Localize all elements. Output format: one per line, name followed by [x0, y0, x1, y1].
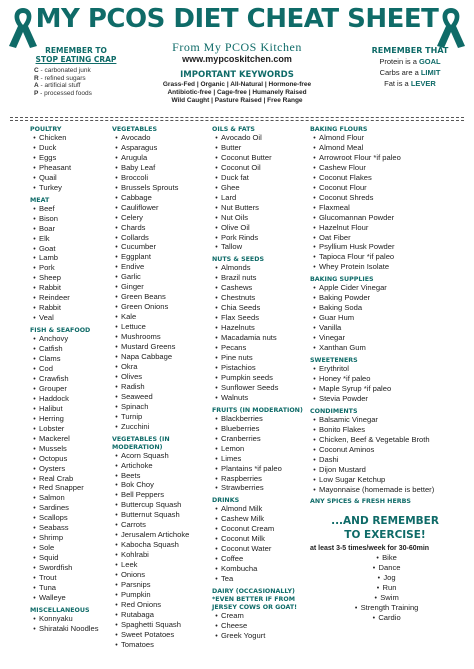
list-item: • Hazelnut Flour [310, 224, 460, 234]
list-item: • Walleye [30, 594, 110, 604]
keywords-line: Antibiotic-free | Cage-free | Humanely Raised [167, 89, 307, 96]
list-item: • Garlic [112, 273, 212, 283]
list-item: • Onions [112, 571, 212, 581]
header [0, 0, 474, 112]
list-item: • Bell Peppers [112, 491, 212, 501]
food-list [30, 205, 110, 324]
list-item: • Coconut Milk [212, 535, 308, 545]
list-item: • Lobster [30, 425, 110, 435]
list-item: • Greek Yogurt [212, 632, 308, 642]
food-list [212, 134, 308, 253]
list-item: • Arugula [112, 154, 212, 164]
list-item: • Nut Butters [212, 204, 308, 214]
exercise-heading: ...AND REMEMBER [331, 515, 439, 528]
list-item: • Almonds [212, 264, 308, 274]
exercise-reminder [310, 514, 460, 624]
list-item: • Avocado [112, 134, 212, 144]
food-list [30, 615, 110, 635]
crap-list [34, 67, 136, 97]
list-item: • Catfish [30, 345, 110, 355]
list-item: • Spaghetti Squash [112, 621, 212, 631]
list-item: • Goat [30, 245, 110, 255]
list-item: • Swordfish [30, 564, 110, 574]
list-item: • Stevia Powder [310, 395, 460, 405]
list-item: • Okra [112, 363, 212, 373]
list-item: • Cheese [212, 622, 308, 632]
list-item: • Butter [212, 144, 308, 154]
list-item: • Tapioca Flour *if paleo [310, 253, 460, 263]
food-list [30, 335, 110, 604]
divider [10, 117, 464, 118]
subtitle: From My PCOS Kitchen [172, 40, 302, 54]
list-item: • Low Sugar Ketchup [310, 476, 460, 486]
list-item: • Green Onions [112, 303, 212, 313]
list-item: • Parsnips [112, 581, 212, 591]
list-item: • Cauliflower [112, 204, 212, 214]
list-item: • Plantains *if paleo [212, 465, 308, 475]
list-item: • Ginger [112, 283, 212, 293]
list-item: • Coconut Water [212, 545, 308, 555]
list-item: • Kale [112, 313, 212, 323]
list-item: • Veal [30, 314, 110, 324]
list-item: • Balsamic Vinegar [310, 416, 460, 426]
list-item: • Bonito Flakes [310, 426, 460, 436]
list-item: • Beef [30, 205, 110, 215]
list-item: • Baking Powder [310, 294, 460, 304]
list-item: • Run [310, 584, 460, 594]
food-list [310, 365, 460, 405]
list-item: • Avocado Oil [212, 134, 308, 144]
food-list [112, 134, 212, 433]
list-item: • Bison [30, 215, 110, 225]
list-item: • Cashew Flour [310, 164, 460, 174]
food-column-4 [310, 126, 460, 624]
list-item: • Crawfish [30, 375, 110, 385]
list-item: • Haddock [30, 395, 110, 405]
list-item: • Jerusalem Artichoke [112, 531, 212, 541]
list-item: • Cream [212, 612, 308, 622]
section-heading: MISCELLANEOUS [30, 606, 90, 614]
crap-item: P - processed foods [34, 89, 92, 97]
list-item: • Kombucha [212, 565, 308, 575]
list-item: • Pork Rinds [212, 234, 308, 244]
list-item: • Real Crab [30, 475, 110, 485]
food-column-1 [30, 126, 110, 635]
list-item: • Endive [112, 263, 212, 273]
list-item: • Napa Cabbage [112, 353, 212, 363]
list-item: • Chia Seeds [212, 304, 308, 314]
list-item: • Macadamia nuts [212, 334, 308, 344]
list-item: • Pheasant [30, 164, 110, 174]
list-item: • Tuna [30, 584, 110, 594]
section-heading: VEGETABLES [112, 126, 157, 133]
list-item: • Dijon Mustard [310, 466, 460, 476]
list-item: • Sole [30, 544, 110, 554]
list-item: • Acorn Squash [112, 452, 212, 462]
remember-line: Fat is a LEVER [384, 79, 436, 88]
list-item: • Rabbit [30, 304, 110, 314]
list-item: • Sunflower Seeds [212, 384, 308, 394]
list-item: • Asparagus [112, 144, 212, 154]
list-item: • Baby Leaf [112, 164, 212, 174]
list-item: • Artichoke [112, 462, 212, 472]
list-item: • Arrowroot Flour *if paleo [310, 154, 460, 164]
exercise-heading: TO EXERCISE! [344, 529, 426, 542]
section-heading: VEGETABLES (IN MODERATION) [112, 435, 170, 451]
list-item: • Flax Seeds [212, 314, 308, 324]
list-item: • Chicken [30, 134, 110, 144]
remember-that-box [360, 46, 460, 89]
list-item: • Almond Milk [212, 505, 308, 515]
list-item: • Broccoli [112, 174, 212, 184]
list-item: • Butternut Squash [112, 511, 212, 521]
list-item: • Maple Syrup *if paleo [310, 385, 460, 395]
list-item: • Tallow [212, 243, 308, 253]
list-item: • Elk [30, 235, 110, 245]
list-item: • Guar Hum [310, 314, 460, 324]
list-item: • Bike [310, 554, 460, 564]
website-url: www.mypcoskitchen.com [182, 54, 292, 64]
list-item: • Lemon [212, 445, 308, 455]
remember-line: Protein is a GOAL [379, 57, 441, 66]
list-item: • Turnip [112, 413, 212, 423]
list-item: • Shirataki Noodles [30, 625, 110, 635]
list-item: • Herring [30, 415, 110, 425]
list-item: • Beets [112, 472, 212, 482]
list-item: • Cardio [310, 614, 460, 624]
list-item: • Vanilla [310, 324, 460, 334]
list-item: • Leek [112, 561, 212, 571]
list-item: • Seabass [30, 524, 110, 534]
section-heading: BAKING FLOURS [310, 126, 368, 133]
section-heading: POULTRY [30, 126, 62, 133]
list-item: • Vinegar [310, 334, 460, 344]
section-heading: FRUITS (IN MODERATION) [212, 406, 303, 414]
keywords-line: Grass-Fed | Organic | All-Natural | Hormone-free [162, 81, 312, 88]
list-item: • Flaxmeal [310, 204, 460, 214]
list-item: • Kohlrabi [112, 551, 212, 561]
food-list [212, 505, 308, 585]
list-item: • Limes [212, 455, 308, 465]
crap-item: A - artificial stuff [34, 82, 81, 89]
section-heading: MEAT [30, 196, 50, 204]
list-item: • Sheep [30, 274, 110, 284]
list-item: • Coconut Oil [212, 164, 308, 174]
food-list [310, 284, 460, 354]
list-item: • Konnyaku [30, 615, 110, 625]
list-item: • Seaweed [112, 393, 212, 403]
list-item: • Turkey [30, 184, 110, 194]
list-item: • Cabbage [112, 194, 212, 204]
list-item: • Octopus [30, 455, 110, 465]
section-heading: DRINKS [212, 497, 240, 505]
list-item: • Pistachios [212, 364, 308, 374]
section-heading: OILS & FATS [212, 126, 255, 133]
list-item: • Brussels Sprouts [112, 184, 212, 194]
list-item: • Clams [30, 355, 110, 365]
list-item: • Halibut [30, 405, 110, 415]
food-column-2 [112, 126, 212, 651]
section-heading: BAKING SUPPLIES [310, 276, 374, 284]
list-item: • Eggs [30, 154, 110, 164]
list-item: • Eggplant [112, 253, 212, 263]
list-item: • Chicken, Beef & Vegetable Broth [310, 436, 460, 446]
food-list [310, 416, 460, 496]
food-list [112, 452, 212, 651]
list-item: • Anchovy [30, 335, 110, 345]
section-heading: SWEETENERS [310, 357, 358, 365]
list-item: • Coconut Aminos [310, 446, 460, 456]
list-item: • Trout [30, 574, 110, 584]
list-item: • Coconut Cream [212, 525, 308, 535]
list-item: • Mayonnaise (homemade is better) [310, 486, 460, 496]
list-item: • Grouper [30, 385, 110, 395]
section-heading: ANY SPICES & FRESH HERBS [310, 498, 411, 506]
list-item: • Psyllium Husk Powder [310, 243, 460, 253]
list-item: • Shrimp [30, 534, 110, 544]
keywords-heading: IMPORTANT KEYWORDS [180, 70, 294, 80]
list-item: • Sardines [30, 504, 110, 514]
list-item: • Red Onions [112, 601, 212, 611]
divider [10, 120, 464, 121]
list-item: • Salmon [30, 494, 110, 504]
list-item: • Jog [310, 574, 460, 584]
list-item: • Blueberries [212, 425, 308, 435]
list-item: • Glucomannan Powder [310, 214, 460, 224]
list-item: • Coffee [212, 555, 308, 565]
list-item: • Scallops [30, 514, 110, 524]
crap-item: C - carbonated junk [34, 67, 91, 74]
list-item: • Pork [30, 264, 110, 274]
food-column-3 [212, 126, 308, 642]
list-item: • Green Beans [112, 293, 212, 303]
list-item: • Tea [212, 575, 308, 585]
food-list [212, 415, 308, 495]
list-item: • Nut Oils [212, 214, 308, 224]
list-item: • Rutabaga [112, 611, 212, 621]
list-item: • Erythritol [310, 365, 460, 375]
list-item: • Celery [112, 214, 212, 224]
section-heading: DAIRY (OCCASIONALLY) *EVEN BETTER IF FROM JERSEY COWS OR GOAT! [212, 588, 298, 612]
list-item: • Red Snapper [30, 484, 110, 494]
list-item: • Tomatoes [112, 641, 212, 651]
list-item: • Swim [310, 594, 460, 604]
list-item: • Collards [112, 234, 212, 244]
list-item: • Spinach [112, 403, 212, 413]
list-item: • Bok Choy [112, 481, 212, 491]
list-item: • Coconut Flakes [310, 174, 460, 184]
section-heading: FISH & SEAFOOD [30, 327, 91, 335]
food-list [310, 134, 460, 273]
list-item: • Dance [310, 564, 460, 574]
list-item: • Brazil nuts [212, 274, 308, 284]
left-box-heading: REMEMBER TO [45, 46, 107, 55]
list-item: • Dashi [310, 456, 460, 466]
list-item: • Cod [30, 365, 110, 375]
list-item: • Buttercup Squash [112, 501, 212, 511]
left-box-subheading: STOP EATING CRAP [35, 55, 117, 64]
list-item: • Raspberries [212, 475, 308, 485]
food-list [212, 264, 308, 403]
list-item: • Chestnuts [212, 294, 308, 304]
list-item: • Oat Fiber [310, 234, 460, 244]
list-item: • Xanthan Gum [310, 344, 460, 354]
right-box-heading: REMEMBER THAT [371, 46, 449, 55]
page-title: MY PCOS DIET CHEAT SHEET [35, 4, 439, 34]
list-item: • Duck [30, 144, 110, 154]
list-item: • Pecans [212, 344, 308, 354]
list-item: • Pine nuts [212, 354, 308, 364]
list-item: • Walnuts [212, 394, 308, 404]
stop-eating-crap-box [16, 46, 136, 97]
list-item: • Carrots [112, 521, 212, 531]
list-item: • Cashew Milk [212, 515, 308, 525]
list-item: • Cucumber [112, 243, 212, 253]
list-item: • Strength Training [310, 604, 460, 614]
list-item: • Baking Soda [310, 304, 460, 314]
list-item: • Coconut Shreds [310, 194, 460, 204]
important-keywords [146, 70, 328, 105]
list-item: • Boar [30, 225, 110, 235]
list-item: • Almond Meal [310, 144, 460, 154]
list-item: • Mackerel [30, 435, 110, 445]
crap-item: R - refined sugars [34, 74, 86, 82]
list-item: • Mushrooms [112, 333, 212, 343]
list-item: • Sweet Potatoes [112, 631, 212, 641]
remember-line: Carbs are a LIMIT [379, 68, 441, 77]
list-item: • Zucchini [112, 423, 212, 433]
list-item: • Rabbit [30, 284, 110, 294]
list-item: • Chards [112, 224, 212, 234]
list-item: • Coconut Butter [212, 154, 308, 164]
list-item: • Apple Cider Vinegar [310, 284, 460, 294]
list-item: • Lamb [30, 254, 110, 264]
list-item: • Squid [30, 554, 110, 564]
list-item: • Cranberries [212, 435, 308, 445]
section-heading: CONDIMENTS [310, 407, 358, 415]
food-list [30, 134, 110, 194]
list-item: • Blackberries [212, 415, 308, 425]
list-item: • Cashews [212, 284, 308, 294]
list-item: • Whey Protein Isolate [310, 263, 460, 273]
list-item: • Olive Oil [212, 224, 308, 234]
list-item: • Pumpkin seeds [212, 374, 308, 384]
list-item: • Duck fat [212, 174, 308, 184]
list-item: • Oysters [30, 465, 110, 475]
list-item: • Coconut Flour [310, 184, 460, 194]
list-item: • Kabocha Squash [112, 541, 212, 551]
exercise-list [310, 554, 460, 624]
keywords-line: Wild Caught | Pasture Raised | Free Range [171, 97, 303, 104]
list-item: • Almond Flour [310, 134, 460, 144]
list-item: • Olives [112, 373, 212, 383]
list-item: • Strawberries [212, 484, 308, 494]
list-item: • Hazelnuts [212, 324, 308, 334]
food-list [212, 612, 308, 642]
list-item: • Quail [30, 174, 110, 184]
list-item: • Lard [212, 194, 308, 204]
list-item: • Pumpkin [112, 591, 212, 601]
section-heading: NUTS & SEEDS [212, 256, 264, 264]
list-item: • Ghee [212, 184, 308, 194]
list-item: • Mustard Greens [112, 343, 212, 353]
list-item: • Reindeer [30, 294, 110, 304]
list-item: • Lettuce [112, 323, 212, 333]
list-item: • Radish [112, 383, 212, 393]
list-item: • Mussels [30, 445, 110, 455]
list-item: • Honey *if paleo [310, 375, 460, 385]
exercise-frequency: at least 3-5 times/week for 30-60min [310, 545, 430, 553]
